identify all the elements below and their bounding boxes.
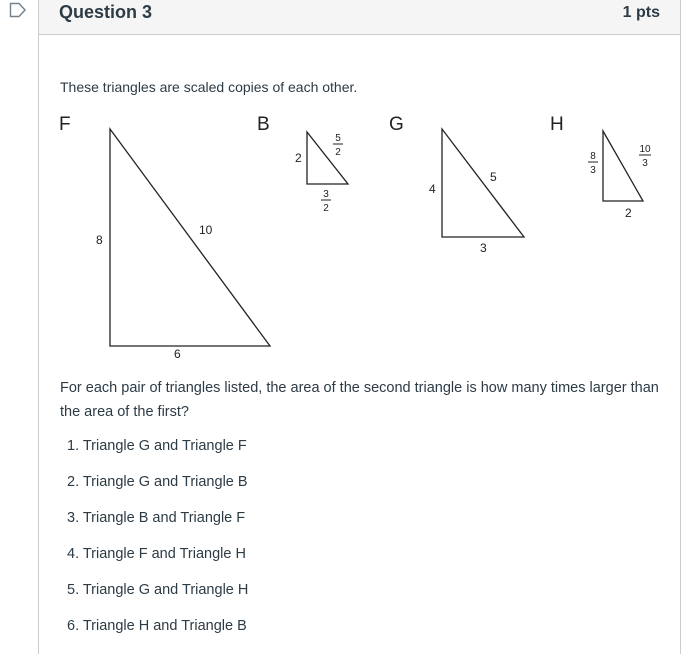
label-B: B: [257, 114, 270, 135]
triangle-B-hyp-denominator: 2: [335, 147, 341, 158]
triangle-H-bottom-length: 2: [625, 206, 632, 220]
label-G: G: [389, 114, 404, 135]
label-H: H: [550, 114, 564, 135]
list-item: 4. Triangle F and Triangle H: [67, 546, 246, 562]
question-flag-column: [0, 0, 39, 654]
question-points: 1 pts: [622, 4, 660, 21]
question-prompt: For each pair of triangles listed, the area of the second triangle is how many times larger than the area of the first?: [60, 380, 659, 420]
triangle-B-bottom-denominator: 2: [323, 203, 329, 214]
triangle-H-hyp-numerator: 10: [639, 144, 651, 155]
triangle-H-hyp-fraction: [639, 144, 651, 169]
triangle-B: [307, 132, 348, 184]
triangle-H-left-fraction: [588, 151, 598, 176]
list-item: 1. Triangle G and Triangle F: [67, 438, 247, 454]
triangles-figure: [39, 105, 680, 370]
triangle-F-hyp-length: 10: [199, 223, 213, 237]
label-F: F: [59, 114, 71, 135]
triangle-H-hyp-denominator: 3: [642, 158, 648, 169]
list-item: 3. Triangle B and Triangle F: [67, 510, 246, 526]
triangle-B-left-length: 2: [295, 151, 302, 165]
triangle-B-bottom-fraction: [321, 189, 331, 214]
triangle-H-left-numerator: 8: [590, 151, 596, 162]
triangle-B-hyp-numerator: 5: [335, 133, 341, 144]
list-item: 2. Triangle G and Triangle B: [67, 474, 248, 490]
triangle-F-bottom-length: 6: [174, 347, 181, 361]
triangle-pairs-list: [67, 436, 248, 652]
triangle-G-left-length: 4: [429, 182, 436, 196]
question-header: [39, 0, 680, 35]
triangle-F: [110, 129, 270, 346]
triangle-G-bottom-length: 3: [480, 241, 487, 255]
triangle-G: [442, 129, 524, 237]
question-intro: These triangles are scaled copies of each other.: [60, 79, 358, 95]
triangle-G-hyp-length: 5: [490, 170, 497, 184]
question-title: Question 3: [59, 2, 153, 22]
triangle-B-hyp-fraction: [333, 133, 343, 158]
list-item: 6. Triangle H and Triangle B: [67, 618, 247, 634]
list-item: 5. Triangle G and Triangle H: [67, 582, 249, 598]
triangle-H-left-denominator: 3: [590, 165, 596, 176]
triangle-H: [603, 131, 643, 201]
triangle-F-left-length: 8: [96, 233, 103, 247]
triangle-B-bottom-numerator: 3: [323, 189, 329, 200]
flag-icon[interactable]: [9, 2, 27, 18]
question-right-border: [680, 0, 681, 654]
